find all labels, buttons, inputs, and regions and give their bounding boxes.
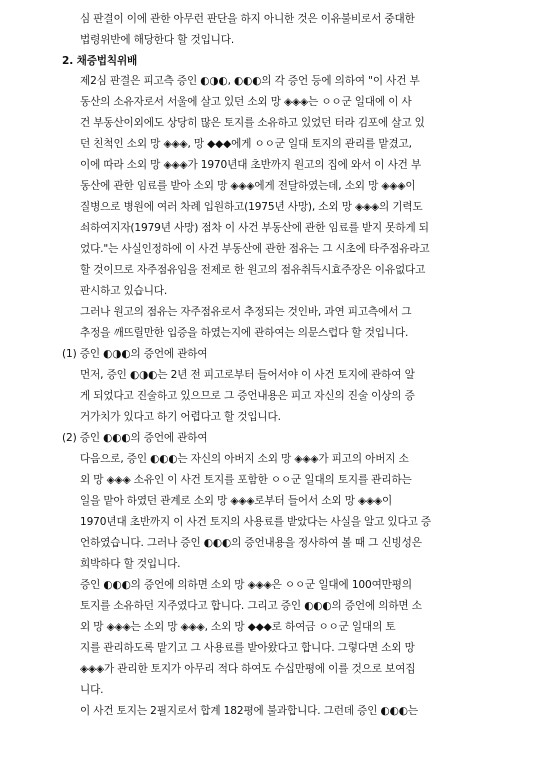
body-text-line: 건 부동산이외에도 상당히 많은 토지를 소유하고 있었던 터라 김포에 살고 있 <box>80 117 425 129</box>
body-text-line: 할 것이므로 자주점유임을 전제로 한 원고의 점유취득시효주장은 이유없다고 <box>80 264 426 276</box>
body-text-line: 일을 맡아 하였던 관계로 소외 망 ◈◈◈로부터 들어서 소외 망 ◈◈◈이 <box>80 495 393 507</box>
body-text-line: 외 망 ◈◈◈는 소외 망 ◈◈◈, 소외 망 ◆◆◆로 하여금 ㅇㅇ군 일대의 토 <box>80 621 396 633</box>
body-text-line: 질병으로 병원에 여러 차례 입원하고(1975년 사망), 소외 망 ◈◈◈의 기력도 <box>80 201 423 213</box>
subsection-heading: (1) 증인 ◐◑◐의 증언에 관하여 <box>62 348 208 360</box>
body-text-line: 동산에 관한 임료를 받아 소외 망 ◈◈◈에게 전달하였는데, 소외 망 ◈◈◈이 <box>80 180 416 192</box>
body-text-line: 증인 ◐◐◐의 증언에 의하면 소외 망 ◈◈◈은 ㅇㅇ군 일대에 100여만평의 <box>80 579 412 591</box>
body-text-line: 추정을 깨뜨릴만한 입증을 하였는지에 관하여는 의문스럽다 할 것입니다. <box>80 327 409 339</box>
body-text-line: 토지를 소유하던 지주였다고 합니다. 그리고 증인 ◐◐◐의 증언에 의하면 소 <box>80 600 422 612</box>
body-text-line: 다음으로, 증인 ◐◐◐는 자신의 아버지 소외 망 ◈◈◈가 피고의 아버지 소 <box>80 453 409 465</box>
section-heading: 2. 채증법칙위배 <box>62 55 138 67</box>
body-text-line: 외 망 ◈◈◈ 소유인 이 사건 토지를 포함한 ㅇㅇ군 일대의 토지를 관리하는 <box>80 474 412 486</box>
body-text-line: 희박하다 할 것입니다. <box>80 558 181 570</box>
body-text-line: 이 사건 토지는 2필지로서 합계 182평에 불과합니다. 그런데 증인 ◐◐◐는 <box>80 705 418 717</box>
body-text-line: 1970년대 초반까지 이 사건 토지의 사용료를 받았다는 사실을 알고 있다고 증 <box>80 516 431 528</box>
body-text-line: 법령위반에 해당한다 할 것입니다. <box>80 34 235 46</box>
body-text-line: 니다. <box>80 684 104 696</box>
body-text-line: 동산의 소유자로서 서울에 살고 있던 소외 망 ◈◈◈는 ㅇㅇ군 일대에 이 사 <box>80 96 412 108</box>
body-text-line: 제2심 판결은 피고측 증인 ◐◑◐, ◐◐◐의 각 증언 등에 의하여 "이 사건 부 <box>80 75 420 87</box>
body-text-line: 판시하고 있습니다. <box>80 285 168 297</box>
subsection-heading: (2) 증인 ◐◐◐의 증언에 관하여 <box>62 432 208 444</box>
body-text-line: 거가치가 있다고 하기 어렵다고 할 것입니다. <box>80 411 281 423</box>
body-text-line: 그러나 원고의 점유는 자주점유로서 추정되는 것인바, 과연 피고측에서 그 <box>80 306 412 318</box>
body-text-line: 던 친척인 소외 망 ◈◈◈, 망 ◆◆◆에게 ㅇㅇ군 일대 토지의 관리를 맡겼고, <box>80 138 412 150</box>
body-text-line: 었다."는 사실인정하에 이 사건 부동산에 관한 점유는 그 시초에 타주점유라고 <box>80 243 430 255</box>
body-text-line: ◈◈◈가 관리한 토지가 아무리 적다 하여도 수십만평에 이를 것으로 보여집 <box>80 663 416 675</box>
body-text-line: 심 판결이 이에 관한 아무런 판단을 하지 아니한 것은 이유불비로서 중대한 <box>80 13 415 25</box>
body-text-line: 언하였습니다. 그러나 증인 ◐◐◐의 증언내용을 정사하여 볼 때 그 신빙성은 <box>80 537 422 549</box>
body-text-line: 게 되었다고 진술하고 있으므로 그 증언내용은 피고 자신의 진술 이상의 증 <box>80 390 415 402</box>
body-text-line: 지를 관리하도록 맡기고 그 사용료를 받아왔다고 합니다. 그렇다면 소외 망 <box>80 642 415 654</box>
body-text-line: 쇠하여지자(1979년 사망) 점차 이 사건 부동산에 관한 임료를 받지 못하게 되 <box>80 222 429 234</box>
body-text-line: 이에 따라 소외 망 ◈◈◈가 1970년대 초반까지 원고의 집에 와서 이 사건 부 <box>80 159 422 171</box>
body-text-line: 먼저, 증인 ◐◑◐는 2년 전 피고로부터 들어서야 이 사건 토지에 관하여 알 <box>80 369 415 381</box>
